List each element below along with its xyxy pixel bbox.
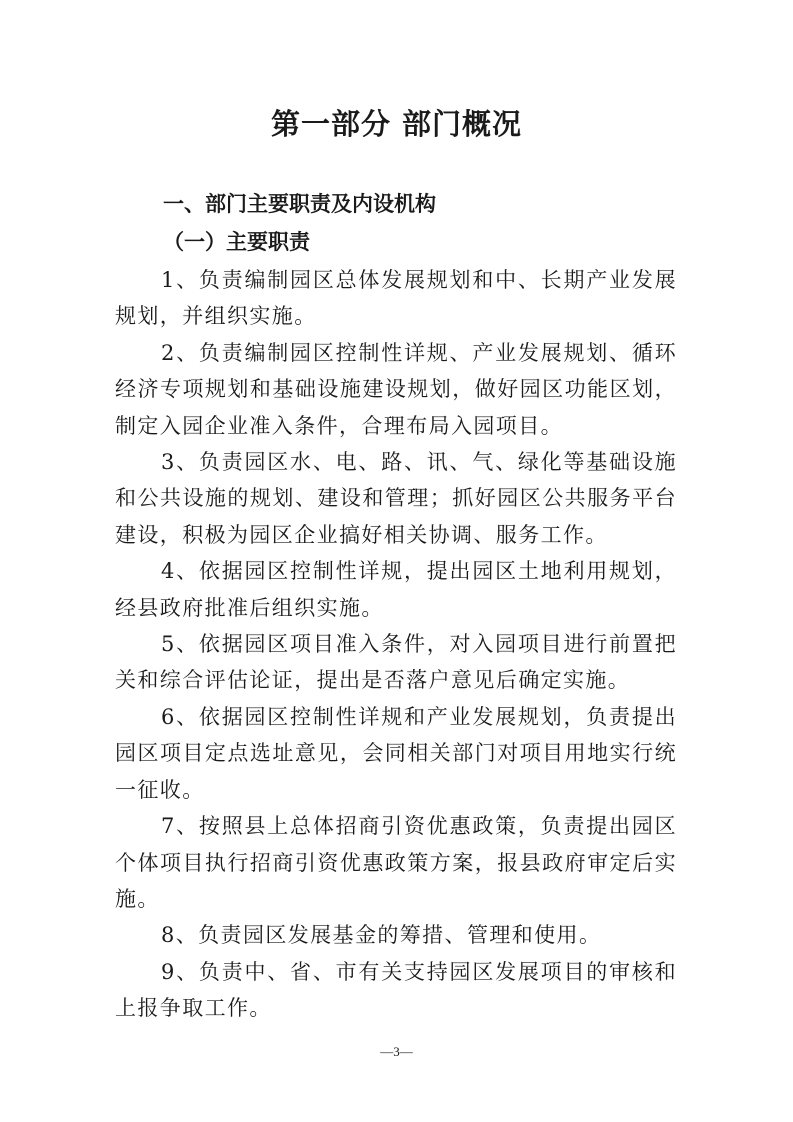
paragraph-2: 2、负责编制园区控制性详规、产业发展规划、循环经济专项规划和基础设施建设规划，做好园区功能区划，制定入园企业准入条件，合理布局入园项目。: [115, 340, 677, 438]
body-text: [115, 262, 677, 1027]
paragraph-3: 3、负责园区水、电、路、讯、气、绿化等基础设施和公共设施的规划、建设和管理；抓好园区公共服务平台建设，积极为园区企业搞好相关协调、服务工作。: [115, 450, 677, 547]
paragraph-8: 8、负责园区发展基金的筹措、管理和使用。: [161, 923, 602, 948]
section-heading: 一、部门主要职责及内设机构: [163, 192, 436, 216]
paragraph-4: 4、依据园区控制性详规，提出园区土地利用规划，经县政府批准后组织实施。: [115, 559, 677, 620]
sub-heading: （一）主要职责: [163, 229, 310, 254]
page-title: 第一部分 部门概况: [270, 107, 523, 141]
paragraph-9: 9、负责中、省、市有关支持园区发展项目的审核和上报争取工作。: [115, 959, 677, 1021]
page-number: —3—: [380, 1044, 413, 1059]
paragraph-5: 5、依据园区项目准入条件，对入园项目进行前置把关和综合评估论证，提出是否落户意见后确定实施。: [115, 632, 677, 693]
paragraph-1: 1、负责编制园区总体发展规划和中、长期产业发展规划，并组织实施。: [115, 268, 677, 329]
paragraph-7: 7、按照县上总体招商引资优惠政策，负责提出园区个体项目执行招商引资优惠政策方案，报县政府审定后实施。: [115, 814, 677, 911]
paragraph-6: 6、依据园区控制性详规和产业发展规划，负责提出园区项目定点选址意见，会同相关部门对项目用地实行统一征收。: [115, 704, 677, 802]
